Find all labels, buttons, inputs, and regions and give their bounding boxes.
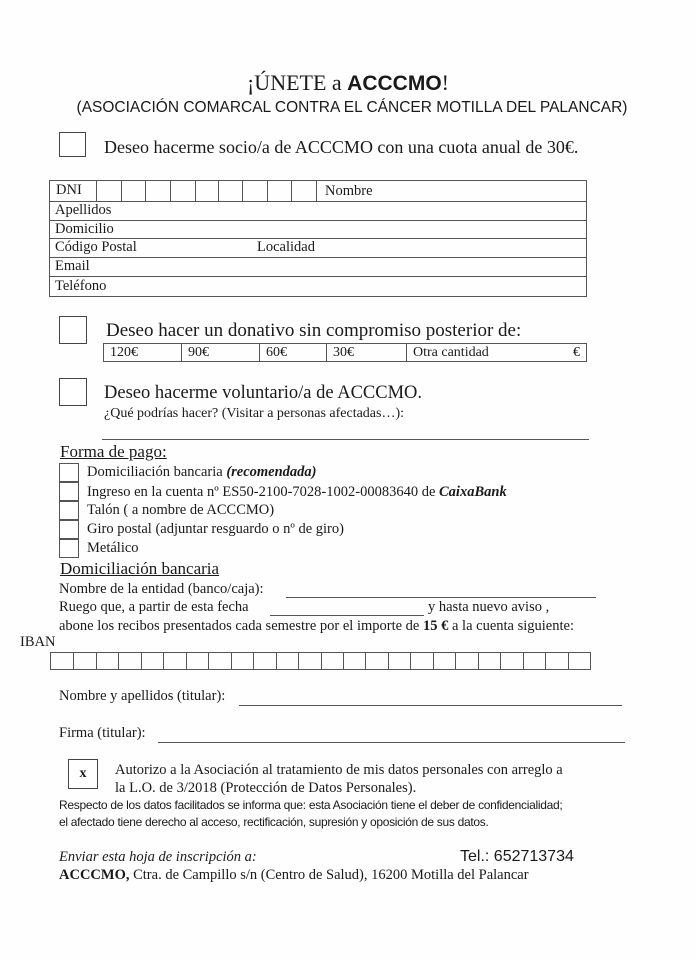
payment-checkbox-domiciliacion[interactable] (59, 463, 79, 482)
entity-input[interactable] (286, 597, 596, 598)
membership-label: Deseo hacerme socio/a de ACCCMO con una cuota anual de 30€. (104, 137, 579, 157)
iban-cell-divider (343, 653, 344, 669)
nombre-input[interactable] (370, 181, 586, 201)
address-text: Ctra. de Campillo s/n (Centro de Salud), 16200 Motilla del Palancar (129, 867, 529, 883)
page-title (0, 70, 696, 96)
row-apellidos[interactable] (50, 202, 586, 221)
donation-option-60[interactable]: 60€ (260, 344, 327, 361)
phone: Tel.: 652713734 (460, 848, 574, 865)
iban-cell-divider (253, 653, 254, 669)
entity-label: Nombre de la entidad (banco/caja): (59, 581, 264, 597)
payment-option-label: Domiciliación bancaria (87, 464, 227, 480)
iban-cell-divider (523, 653, 524, 669)
title-prefix: ¡ÚNETE a (246, 70, 348, 95)
payment-option-domiciliacion (87, 464, 317, 481)
bank-name: CaixaBank (439, 484, 507, 500)
payment-option-metalico: Metálico (87, 540, 139, 556)
iban-cell-divider (276, 653, 277, 669)
org-name: ACCCMO, (59, 867, 130, 883)
iban-cell-divider (365, 653, 366, 669)
privacy-notice-line2: el afectado tiene derecho al acceso, rectificación, supresión y oposición de sus datos. (59, 815, 489, 829)
iban-cell-divider (478, 653, 479, 669)
iban-cell-divider (141, 653, 142, 669)
iban-cell-divider (208, 653, 209, 669)
start-date-input[interactable] (270, 615, 424, 616)
row-domicilio[interactable] (50, 221, 586, 239)
amount-value: 15 € (422, 618, 449, 634)
amount-text (59, 618, 574, 635)
dni-label: DNI (56, 182, 82, 198)
signature-label: Firma (titular): (59, 725, 146, 741)
iban-cell-divider (118, 653, 119, 669)
volunteer-question: ¿Qué podrías hacer? (Visitar a personas afectadas…): (104, 406, 405, 421)
amount-suffix: a la cuenta siguiente: (448, 618, 574, 634)
iban-label: IBAN (20, 634, 56, 650)
apellidos-label: Apellidos (55, 202, 112, 218)
localidad-label: Localidad (257, 239, 315, 255)
holder-name-label: Nombre y apellidos (titular): (59, 688, 226, 704)
codigo-postal-label: Código Postal (55, 239, 137, 255)
iban-cell-divider (410, 653, 411, 669)
payment-checkbox-giro[interactable] (59, 520, 79, 539)
row-codigo-postal-localidad[interactable] (50, 239, 586, 258)
iban-cell-divider (96, 653, 97, 669)
address (59, 867, 529, 884)
email-label: Email (55, 258, 90, 274)
bank-debit-heading: Domiciliación bancaria (60, 559, 220, 578)
volunteer-label: Deseo hacerme voluntario/a de ACCCMO. (104, 383, 423, 403)
payment-option-ingreso (87, 484, 507, 501)
send-label: Enviar esta hoja de inscripción a: (59, 849, 257, 865)
consent-line1: Autorizo a la Asociación al tratamiento de mis datos personales con arreglo a (115, 762, 563, 778)
donation-label: Deseo hacer un donativo sin compromiso posterior de: (106, 320, 522, 341)
holder-name-input[interactable] (239, 705, 622, 706)
iban-cell-divider (186, 653, 187, 669)
payment-option-label: Ingreso en la cuenta nº ES50-2100-7028-1002-00083640 de (87, 484, 440, 500)
donation-checkbox[interactable] (59, 316, 87, 344)
personal-data-table (49, 180, 587, 297)
volunteer-checkbox[interactable] (59, 378, 87, 406)
iban-cell-divider (163, 653, 164, 669)
row-telefono[interactable] (50, 277, 586, 297)
consent-checkbox[interactable]: x (68, 759, 98, 789)
iban-cell-divider (321, 653, 322, 669)
iban-cell-divider (298, 653, 299, 669)
title-suffix: ! (441, 70, 449, 95)
currency-suffix: € (573, 345, 580, 360)
iban-cell-divider (500, 653, 501, 669)
payment-checkbox-metalico[interactable] (59, 539, 79, 558)
iban-cell-divider (73, 653, 74, 669)
page-subtitle: (ASOCIACIÓN COMARCAL CONTRA EL CÁNCER MOTILLA DEL PALANCAR) (76, 99, 628, 116)
other-amount-label: Otra cantidad (413, 345, 489, 360)
membership-checkbox[interactable] (59, 132, 86, 157)
signature-input[interactable] (158, 742, 625, 743)
request-prefix: Ruego que, a partir de esta fecha (59, 599, 249, 615)
telefono-label: Teléfono (55, 278, 107, 294)
amount-prefix: abone los recibos presentados cada semestre por el importe de (59, 618, 423, 634)
iban-input[interactable] (50, 652, 591, 670)
payment-option-talon: Talón ( a nombre de ACCCMO) (87, 502, 275, 518)
payment-option-giro: Giro postal (adjuntar resguardo o nº de giro) (87, 521, 344, 537)
payment-checkbox-ingreso[interactable] (59, 482, 79, 501)
volunteer-answer-line[interactable] (102, 439, 589, 440)
iban-cell-divider (455, 653, 456, 669)
consent-line2: la L.O. de 3/2018 (Protección de Datos Personales). (115, 780, 417, 796)
nombre-label: Nombre (325, 183, 373, 199)
payment-option-emphasis: (recomendada) (226, 464, 317, 480)
iban-cell-divider (545, 653, 546, 669)
donation-option-90[interactable]: 90€ (182, 344, 260, 361)
iban-cell-divider (433, 653, 434, 669)
donation-option-other[interactable] (407, 344, 586, 361)
title-brand: ACCCMO (347, 72, 442, 95)
donation-options (103, 343, 587, 362)
request-suffix: y hasta nuevo aviso , (428, 599, 550, 615)
donation-option-30[interactable]: 30€ (327, 344, 407, 361)
iban-cell-divider (388, 653, 389, 669)
domicilio-label: Domicilio (55, 221, 114, 237)
row-email[interactable] (50, 258, 586, 277)
row-dni-nombre (50, 181, 586, 202)
iban-cell-divider (568, 653, 569, 669)
payment-checkbox-talon[interactable] (59, 501, 79, 520)
privacy-notice-line1: Respecto de los datos facilitados se informa que: esta Asociación tiene el deber de confidencialidad; (59, 798, 563, 812)
iban-cell-divider (231, 653, 232, 669)
donation-option-120[interactable]: 120€ (104, 344, 182, 361)
payment-heading: Forma de pago: (60, 442, 167, 461)
